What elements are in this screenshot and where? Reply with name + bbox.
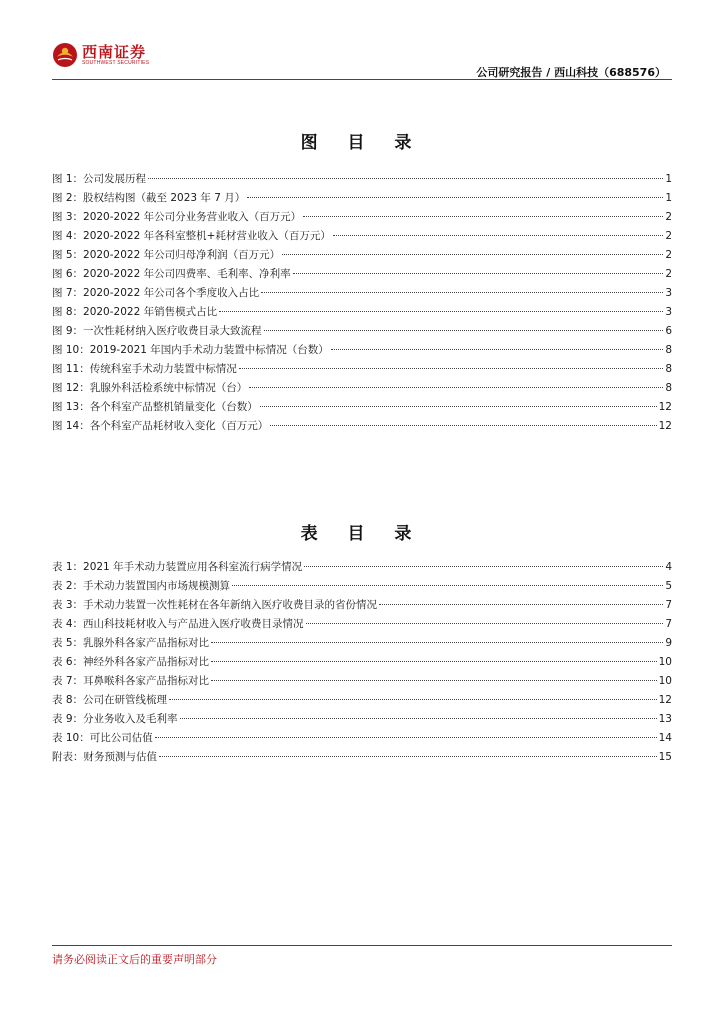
- figure-entry[interactable]: [52, 379, 672, 398]
- figure-entry[interactable]: [52, 227, 672, 246]
- company-logo: [52, 42, 149, 68]
- logo-chinese-name: 西南证券: [82, 42, 147, 61]
- table-entry[interactable]: [52, 691, 672, 710]
- table-entry-label: 表 6：神经外科各家产品指标对比: [52, 656, 210, 668]
- table-entry[interactable]: [52, 748, 672, 767]
- figure-entry-label: 图 9：一次性耗材纳入医疗收费目录大致流程: [52, 325, 262, 337]
- figure-list-title: 图 目 录: [300, 133, 424, 153]
- table-entry-page-number: 7: [665, 618, 672, 630]
- dot-leader: [249, 387, 663, 388]
- table-entry[interactable]: [52, 558, 672, 577]
- table-entry-page-number: 14: [658, 732, 672, 744]
- figure-entry[interactable]: [52, 208, 672, 227]
- figure-entry[interactable]: [52, 341, 672, 360]
- figure-entry-page-number: 2: [665, 249, 672, 261]
- dot-leader: [282, 254, 663, 255]
- figure-entry-page-number: 8: [665, 363, 672, 375]
- dot-leader: [211, 680, 657, 681]
- figure-entry-page-number: 1: [665, 173, 672, 185]
- table-entry-label: 表 2：手术动力装置国内市场规模测算: [52, 580, 231, 592]
- figure-entry-label: 图 3：2020-2022 年公司分业务营业收入（百万元）: [52, 211, 302, 223]
- figure-entry-label: 图 13：各个科室产品整机销量变化（台数）: [52, 401, 258, 413]
- figure-entry[interactable]: [52, 246, 672, 265]
- figure-entry-page-number: 12: [658, 420, 672, 432]
- table-entry-page-number: 15: [658, 751, 672, 763]
- dot-leader: [264, 330, 664, 331]
- table-entry-label: 表 9：分业务收入及毛利率: [52, 713, 178, 725]
- figure-entry-label: 图 2：股权结构图（截至 2023 年 7 月）: [52, 192, 246, 204]
- table-entry[interactable]: [52, 577, 672, 596]
- dot-leader: [232, 585, 663, 586]
- table-entry[interactable]: [52, 653, 672, 672]
- figure-entry[interactable]: [52, 322, 672, 341]
- figure-entry-page-number: 2: [665, 230, 672, 242]
- table-list-title: 表 目 录: [300, 524, 424, 544]
- dot-leader: [333, 235, 663, 236]
- figure-entry-page-number: 2: [665, 268, 672, 280]
- figure-entry-page-number: 1: [665, 192, 672, 204]
- figure-entry-page-number: 3: [665, 287, 672, 299]
- figure-entry[interactable]: [52, 189, 672, 208]
- footer-disclaimer: 请务必阅读正文后的重要声明部分: [52, 953, 217, 966]
- table-entry-page-number: 7: [665, 599, 672, 611]
- table-entry[interactable]: [52, 710, 672, 729]
- figure-entry[interactable]: [52, 417, 672, 436]
- dot-leader: [169, 699, 657, 700]
- figure-entry[interactable]: [52, 265, 672, 284]
- dot-leader: [293, 273, 664, 274]
- figure-entry[interactable]: [52, 303, 672, 322]
- figure-entry-page-number: 6: [665, 325, 672, 337]
- figure-entry-label: 图 8：2020-2022 年销售模式占比: [52, 306, 218, 318]
- dot-leader: [306, 623, 664, 624]
- figure-entry-label: 图 14：各个科室产品耗材收入变化（百万元）: [52, 420, 269, 432]
- figure-entry-label: 图 4：2020-2022 年各科室整机+耗材营业收入（百万元）: [52, 230, 331, 242]
- page-header: [52, 40, 672, 82]
- figure-entry-label: 图 1：公司发展历程: [52, 173, 147, 185]
- table-entry-label: 表 3：手术动力装置一次性耗材在各年新纳入医疗收费目录的省份情况: [52, 599, 378, 611]
- table-list: [52, 558, 672, 767]
- logo-english-name: SOUTHWEST SECURITIES: [82, 59, 150, 66]
- figure-entry-page-number: 3: [665, 306, 672, 318]
- figure-entry-page-number: 2: [665, 211, 672, 223]
- report-label: 公司研究报告 / 西山科技（688576）: [476, 66, 666, 79]
- logo-icon: [52, 42, 78, 68]
- footer-divider: [52, 945, 672, 946]
- table-entry-page-number: 13: [658, 713, 672, 725]
- figure-entry[interactable]: [52, 170, 672, 189]
- figure-entry[interactable]: [52, 398, 672, 417]
- dot-leader: [155, 737, 657, 738]
- dot-leader: [331, 349, 664, 350]
- dot-leader: [180, 718, 657, 719]
- figure-entry-label: 图 10：2019-2021 年国内手术动力装置中标情况（台数）: [52, 344, 329, 356]
- dot-leader: [219, 311, 663, 312]
- figure-entry-label: 图 7：2020-2022 年公司各个季度收入占比: [52, 287, 260, 299]
- figure-entry-label: 图 12：乳腺外科活检系统中标情况（台）: [52, 382, 248, 394]
- table-entry[interactable]: [52, 729, 672, 748]
- figure-entry-label: 图 5：2020-2022 年公司归母净利润（百万元）: [52, 249, 281, 261]
- dot-leader: [261, 292, 663, 293]
- figure-list: [52, 170, 672, 436]
- table-entry-page-number: 4: [665, 561, 672, 573]
- table-entry-page-number: 9: [665, 637, 672, 649]
- table-entry-label: 表 10：可比公司估值: [52, 732, 153, 744]
- dot-leader: [211, 642, 663, 643]
- table-entry[interactable]: [52, 615, 672, 634]
- dot-leader: [148, 178, 663, 179]
- dot-leader: [260, 406, 657, 407]
- figure-entry-label: 图 11：传统科室手术动力装置中标情况: [52, 363, 237, 375]
- dot-leader: [239, 368, 664, 369]
- table-entry-label: 附表：财务预测与估值: [52, 751, 157, 763]
- table-entry-label: 表 8：公司在研管线梳理: [52, 694, 168, 706]
- table-entry-label: 表 5：乳腺外科各家产品指标对比: [52, 637, 210, 649]
- table-entry-label: 表 1：2021 年手术动力装置应用各科室流行病学情况: [52, 561, 303, 573]
- dot-leader: [379, 604, 663, 605]
- table-entry[interactable]: [52, 634, 672, 653]
- dot-leader: [211, 661, 657, 662]
- table-entry[interactable]: [52, 596, 672, 615]
- figure-entry[interactable]: [52, 284, 672, 303]
- header-divider: [52, 79, 672, 80]
- dot-leader: [303, 216, 663, 217]
- table-entry-page-number: 10: [658, 656, 672, 668]
- figure-entry-page-number: 8: [665, 344, 672, 356]
- table-entry-label: 表 4：西山科技耗材收入与产品进入医疗收费目录情况: [52, 618, 304, 630]
- dot-leader: [270, 425, 656, 426]
- figure-entry-page-number: 12: [658, 401, 672, 413]
- table-entry-page-number: 10: [658, 675, 672, 687]
- table-entry-label: 表 7：耳鼻喉科各家产品指标对比: [52, 675, 210, 687]
- figure-entry-page-number: 8: [665, 382, 672, 394]
- figure-entry-label: 图 6：2020-2022 年公司四费率、毛利率、净利率: [52, 268, 291, 280]
- table-entry[interactable]: [52, 672, 672, 691]
- figure-entry[interactable]: [52, 360, 672, 379]
- table-entry-page-number: 12: [658, 694, 672, 706]
- dot-leader: [304, 566, 663, 567]
- dot-leader: [247, 197, 663, 198]
- dot-leader: [159, 756, 657, 757]
- table-entry-page-number: 5: [665, 580, 672, 592]
